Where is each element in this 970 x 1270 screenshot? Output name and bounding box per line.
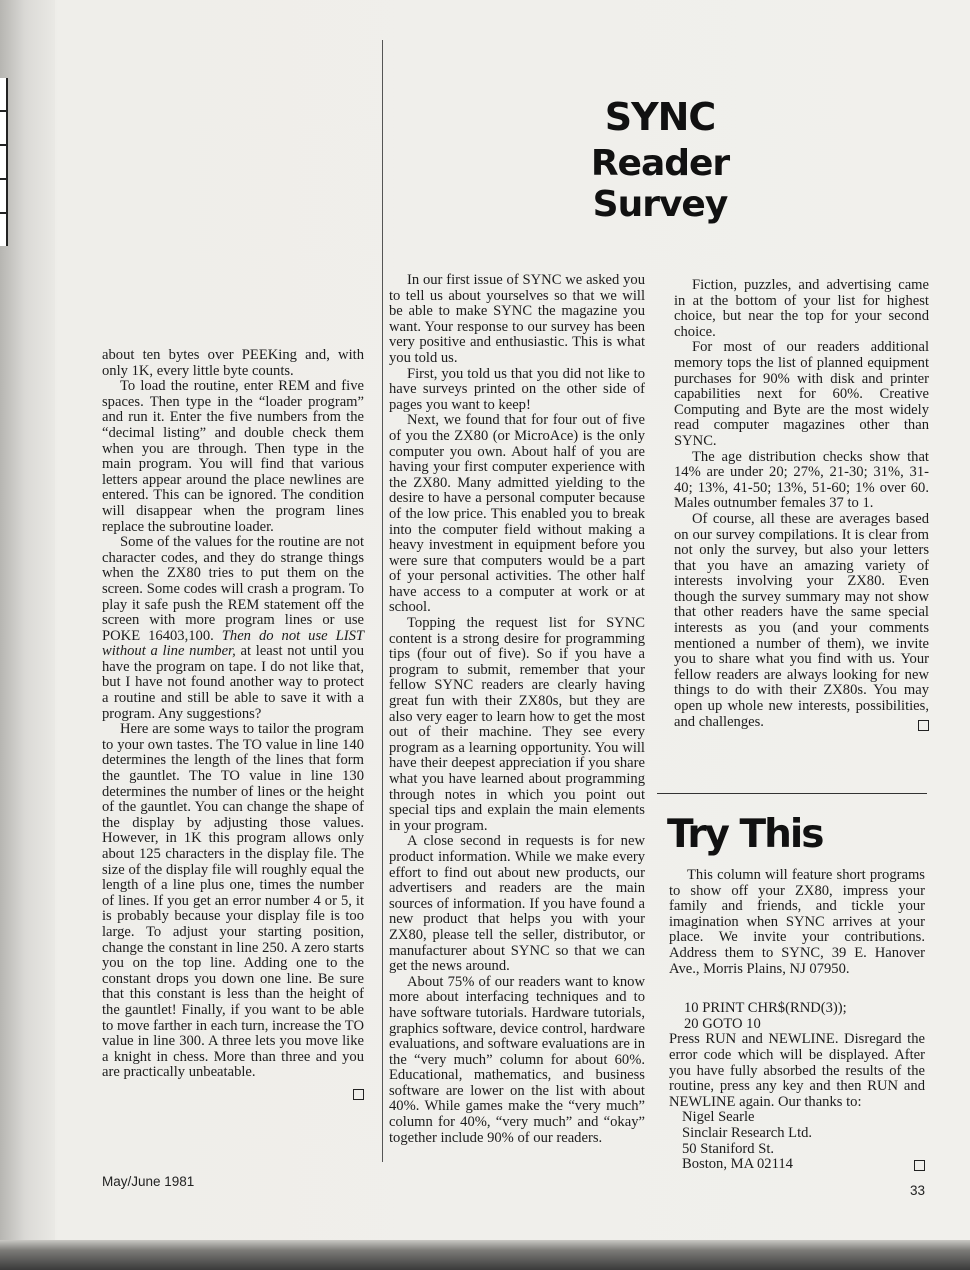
paragraph: about ten bytes over PEEKing and, with only 1K, every little byte counts. xyxy=(102,347,364,379)
paragraph: Topping the request list for SYNC content is a strong desire for programming tips (four out of five). So if you have a program to submit, remember that your fellow SYNC readers are clearly having great fun with their ZX80s, but they are also very eager to learn how to get the most out of their machine. They see every program as a learning opportunity. You will have their deepest appreciation if you share what you have learned about programming through notes in which you point out special tips and explain the main elements in your program. xyxy=(389,615,645,834)
try-this-instructions: Press RUN and NEWLINE. Disregard the error code which will be displayed. After you have fully absorbed the results of the routine, press any key and then RUN and NEWLINE again. Our thanks to: xyxy=(669,1031,925,1110)
paragraph xyxy=(102,535,364,722)
paragraph: First, you told us that you did not like to have surveys printed on the other side of pages you want to keep! xyxy=(389,365,645,413)
credit-text: Boston, MA 02114 xyxy=(682,1156,793,1173)
page-edge-tabs xyxy=(0,78,8,246)
section-rule xyxy=(657,793,927,794)
code-line: 20 GOTO 10 xyxy=(684,1015,761,1032)
paragraph-text: Some of the values for the routine are not character codes, and they do strange things when the ZX80 tries to put them on the screen. Some codes will crash a program. To play it safe push the REM statement off the screen with more program lines or use POKE 16403,100. xyxy=(102,534,364,644)
title-sync: SYNC xyxy=(604,95,716,139)
credit-line xyxy=(669,1157,925,1173)
paragraph: About 75% of our readers want to know more about interfacing techniques and to have software tutorials. Hardware tutorials, graphics software, device control, hardware evaluations, and software evaluations are in the “very much” column for about 60%. Educational, mathematics, and business software are lower on the list with about 40%. While games make the “very much” column for 40%, “very much” and “okay” together include 90% of our readers. xyxy=(389,973,645,1146)
binding-shadow xyxy=(0,0,55,1250)
emphasis-text: Then do not use LIST without a line number, xyxy=(102,627,365,660)
paragraph: Next, we found that for four out of five of you the ZX80 (or MicroAce) is the only computer you own. About half of you are having your first computer experience with the ZX80. Many admitted yielding to the desire to have a personal computer because of the low price. This enabled you to break into the computer field without making a heavy investment in equipment before you were sure that computers would be a part of your personal activities. The other half have access to a computer at work or at school. xyxy=(389,412,645,616)
try-this-column xyxy=(669,868,925,1173)
try-this-title: Try This xyxy=(667,812,823,857)
credit-line: 50 Staniford St. xyxy=(682,1140,775,1157)
title-reader-survey: Reader Survey xyxy=(590,143,730,225)
page-bottom-edge xyxy=(0,1240,970,1270)
try-this-intro: This column will feature short programs to show off your ZX80, impress your family and friends, and tickle your imagination when SYNC arrives at your place. We invite your contributions. Address them to SYNC, 39 E. Hanover Ave., Morris Plains, NJ 07950. xyxy=(669,867,925,977)
paragraph: Of course, all these are averages based on our survey compilations. It is clear from not only the survey, but also your letters that you have an amazing variety of interests involving your ZX80. Even though the survey summary may not show that other readers have the same special interests as you (and your comments mentioned a number of them), we invite you to share what you find with us. Your fellow readers are always looking for new things to do with their ZX80s. You may open up whole new interests, possibilities, and challenges. xyxy=(674,510,929,730)
credit-address xyxy=(669,1110,925,1172)
paragraph: The age distribution checks show that 14% are under 20; 27%, 21-30; 31%, 31-40; 13%, 41-50; 13%, 51-60; 1% over 60. Males outnumber females 37 to 1. xyxy=(674,448,929,512)
column-divider xyxy=(382,40,383,1162)
paragraph: Here are some ways to tailor the program to your own tastes. The TO value in line 140 determines the length of the lines that form the gauntlet. The TO value in line 130 determines the number of lines or the height of the gauntlet. You can change the shape of the display by adjusting those values. However, in 1K this program allows only about 125 characters in the display file. The size of the display file will roughly equal the length of a line plus one, times the number of lines. If you get an error number 4 or 5, it is probably because your display file is too large. To adjust your starting position, change the constant in line 250. A zero starts you on the top line. Adding one to the constant drops you down one line. Be sure that this constant is less than the height of the gauntlet! Finally, if you want to be able to move farther in each turn, increase the TO value in line 300. A three lets you move like a knight in chess. More than three and you are practically unbeatable. xyxy=(102,721,364,1081)
code-line: 10 PRINT CHR$(RND(3)); xyxy=(684,1000,847,1017)
credit-line: Sinclair Research Ltd. xyxy=(682,1124,813,1141)
end-of-article-box-icon xyxy=(914,1160,925,1171)
paragraph-text: at least not until you have the program on tape. I do not like that, but I have not found another way to protect a routine and still be able to save it with a program. Any suggestions? xyxy=(102,643,365,722)
end-box-row xyxy=(102,1087,364,1103)
spacer xyxy=(669,977,925,1001)
article-column-3 xyxy=(674,278,929,734)
end-of-article-box-icon xyxy=(353,1089,364,1100)
paragraph: A close second in requests is for new product information. While we make every effort to find out about new products, our advertisers and readers are the main sources of information. If you have found a new product that helps you with your ZX80, please tell the seller, distributor, or manufacturer about SYNC so that we can get the news around. xyxy=(389,833,645,975)
paragraph: Fiction, puzzles, and advertising came in at the bottom of your list for highest choice, but near the top for your second choice. xyxy=(674,277,929,340)
paragraph: To load the routine, enter REM and five spaces. Then type in the “loader program” and run it. Enter the five numbers from the “decimal listing” and double check them when you are through. Then type in the main program. You will find that various letters appear around the place newlines are entered. This can be ignored. The condition will disappear when the program lines replace the subroutine loader. xyxy=(102,378,364,535)
page-number: 33 xyxy=(910,1183,926,1198)
paragraph: For most of our readers additional memory tops the list of planned equipment purchases for 90% with disk and printer capabilities next for 60%. Creative Computing and Byte are the most widely read computer magazines other than SYNC. xyxy=(674,339,929,449)
article-column-2 xyxy=(389,273,645,1146)
issue-date: May/June 1981 xyxy=(102,1174,195,1189)
end-of-article-box-icon xyxy=(918,720,929,731)
paragraph: In our first issue of SYNC we asked you to tell us about yourselves so that we will be able to make SYNC the magazine you want. Your response to our survey has been very positive and enthusiastic. This is what you told us. xyxy=(389,272,645,366)
credit-line: Nigel Searle xyxy=(682,1109,755,1126)
code-listing xyxy=(669,1001,925,1032)
article-column-1 xyxy=(102,348,364,1103)
